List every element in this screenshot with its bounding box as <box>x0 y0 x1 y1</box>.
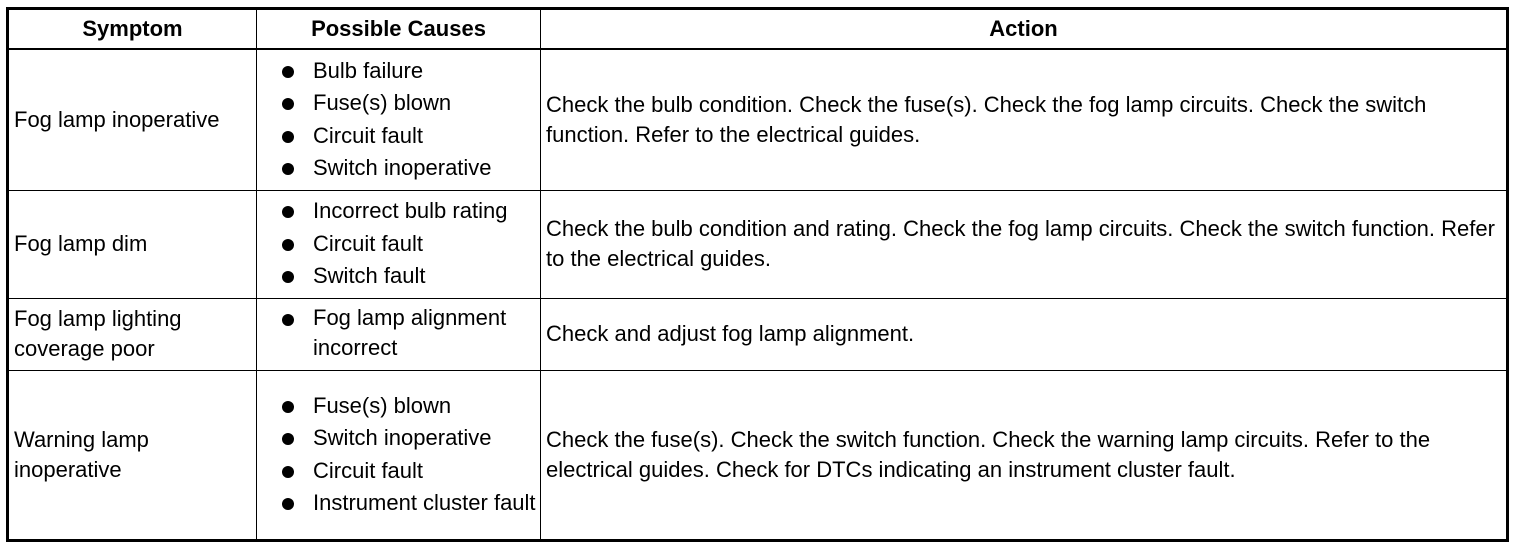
cause-text: Incorrect bulb rating <box>313 198 508 224</box>
bullet-icon <box>282 466 294 478</box>
causes-list <box>257 52 540 188</box>
cause-text: Circuit fault <box>313 457 424 483</box>
table-row <box>8 190 1508 298</box>
action-cell: Check the fuse(s). Check the switch function. Check the warning lamp circuits. Refer to the electrical guides. Check for DTCs indicating an instrument cluster fault. <box>541 370 1508 540</box>
causes-list <box>257 192 540 296</box>
symptom-cell: Warning lamp inoperative <box>8 370 257 540</box>
bullet-icon <box>282 239 294 251</box>
bullet-icon <box>282 401 294 413</box>
list-item <box>257 152 540 185</box>
symptom-cell: Fog lamp dim <box>8 190 257 298</box>
list-item <box>257 228 540 261</box>
table-row <box>8 49 1508 190</box>
cause-text: Circuit fault <box>313 230 424 256</box>
list-item <box>257 260 540 293</box>
symptom-cell: Fog lamp inoperative <box>8 49 257 190</box>
bullet-icon <box>282 131 294 143</box>
table-row <box>8 370 1508 540</box>
bullet-icon <box>282 66 294 78</box>
header-row <box>8 9 1508 50</box>
list-item <box>257 55 540 88</box>
list-item <box>257 422 540 455</box>
cause-text: Switch inoperative <box>313 425 492 450</box>
list-item <box>257 120 540 153</box>
list-item <box>257 87 540 120</box>
header-possible-causes: Possible Causes <box>257 9 541 50</box>
list-item <box>257 487 540 520</box>
causes-cell <box>257 370 541 540</box>
list-item <box>257 455 540 488</box>
bullet-icon <box>282 206 294 218</box>
action-cell: Check the bulb condition. Check the fuse(s). Check the fog lamp circuits. Check the switch function. Refer to the electrical guides. <box>541 49 1508 190</box>
causes-list <box>257 387 540 523</box>
list-item <box>257 303 540 365</box>
cause-text: Fuse(s) blown <box>313 392 452 418</box>
action-cell: Check the bulb condition and rating. Check the fog lamp circuits. Check the switch function. Refer to the electrical guides. <box>541 190 1508 298</box>
bullet-icon <box>282 271 294 283</box>
bullet-icon <box>282 98 294 110</box>
cause-text: Switch fault <box>313 263 426 289</box>
header-action: Action <box>541 9 1508 50</box>
cause-text: Fuse(s) blown <box>313 90 452 116</box>
causes-cell <box>257 49 541 190</box>
bullet-icon <box>282 433 294 445</box>
causes-cell <box>257 190 541 298</box>
diagnostic-table <box>6 7 1509 542</box>
cause-text: Bulb failure <box>313 57 424 83</box>
bullet-icon <box>282 314 294 326</box>
bullet-icon <box>282 498 294 510</box>
cause-text: Circuit fault <box>313 122 424 148</box>
action-cell: Check and adjust fog lamp alignment. <box>541 298 1508 370</box>
causes-list <box>257 300 540 368</box>
bullet-icon <box>282 163 294 175</box>
causes-cell <box>257 298 541 370</box>
table-row <box>8 298 1508 370</box>
symptom-cell: Fog lamp lighting coverage poor <box>8 298 257 370</box>
cause-text: Fog lamp alignment incorrect <box>313 305 507 361</box>
list-item <box>257 195 540 228</box>
header-symptom: Symptom <box>8 9 257 50</box>
cause-text: Instrument cluster fault <box>313 490 536 515</box>
cause-text: Switch inoperative <box>313 155 492 181</box>
list-item <box>257 390 540 423</box>
